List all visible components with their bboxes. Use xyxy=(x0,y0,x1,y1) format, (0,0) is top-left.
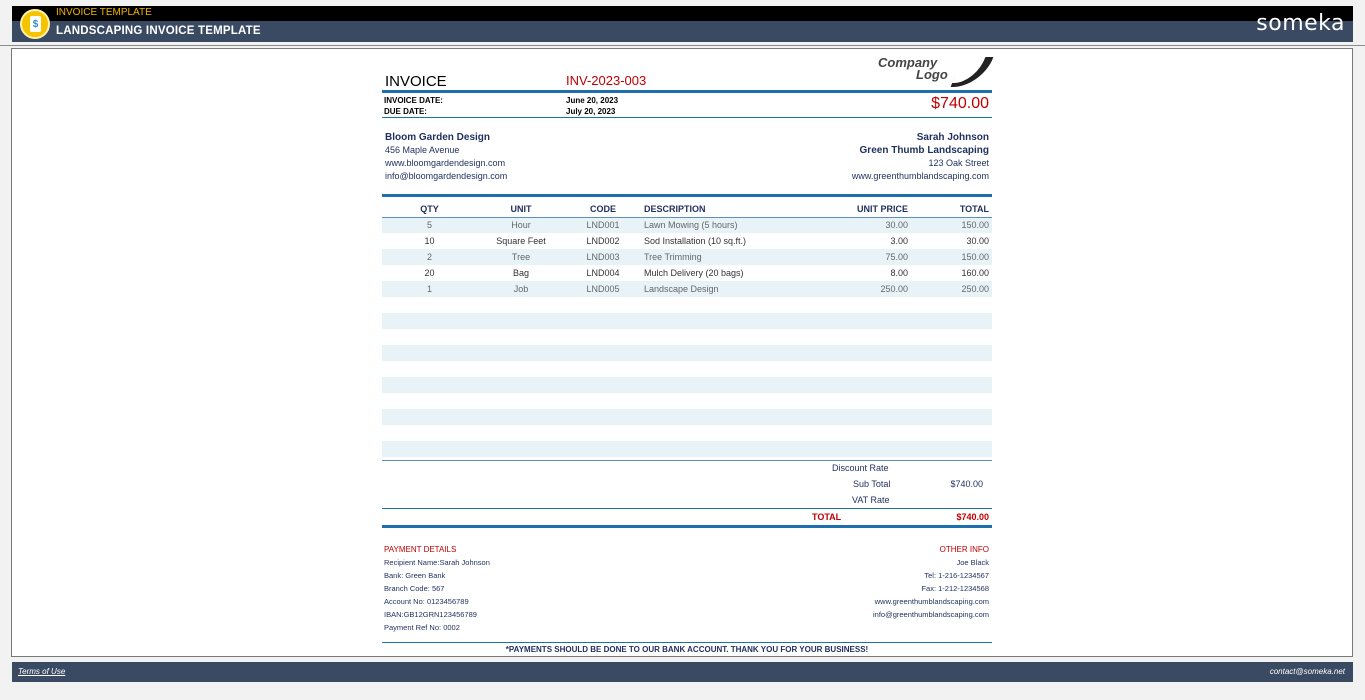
empty-row[interactable] xyxy=(382,361,992,377)
payment-line[interactable]: Account No: 0123456789 xyxy=(384,597,469,606)
other-line[interactable]: Tel: 1-216-1234567 xyxy=(924,571,989,580)
logo-text-company: Company xyxy=(878,55,938,70)
cell-total: 250.00 xyxy=(911,281,992,297)
template-subtitle: INVOICE TEMPLATE xyxy=(56,7,152,18)
total-value: $740.00 xyxy=(956,512,989,522)
cell-qty[interactable]: 2 xyxy=(382,249,477,265)
cell-unit-price[interactable]: 8.00 xyxy=(890,268,908,278)
empty-row[interactable] xyxy=(382,409,992,425)
cell-code[interactable]: LND005 xyxy=(565,281,641,297)
other-info-heading: OTHER INFO xyxy=(939,545,989,554)
empty-row[interactable] xyxy=(382,393,992,409)
other-line[interactable]: info@greenthumblandscaping.com xyxy=(872,610,989,619)
payment-line[interactable]: Bank: Green Bank xyxy=(384,571,446,580)
payment-details xyxy=(384,543,490,634)
template-title: LANDSCAPING INVOICE TEMPLATE xyxy=(56,25,261,37)
cell-qty[interactable]: 5 xyxy=(382,217,477,233)
vat-rate-label: VAT Rate xyxy=(852,495,890,505)
cell-qty[interactable]: 10 xyxy=(424,236,435,246)
invoice-title: INVOICE xyxy=(385,73,447,90)
recipient-company[interactable]: Green Thumb Landscaping xyxy=(859,145,989,156)
cell-code[interactable]: LND002 xyxy=(586,236,620,246)
invoice-date-label: INVOICE DATE: xyxy=(384,96,443,105)
col-unit: UNIT xyxy=(477,202,565,217)
recipient-name[interactable]: Sarah Johnson xyxy=(916,132,989,143)
subtotal-value: $740.00 xyxy=(950,479,983,489)
recipient-website[interactable]: www.greenthumblandscaping.com xyxy=(851,171,989,181)
col-unit-price: UNIT PRICE xyxy=(791,202,911,217)
table-bottom-divider xyxy=(382,460,992,461)
payment-details-heading: PAYMENT DETAILS xyxy=(384,545,457,554)
cell-total: 150.00 xyxy=(911,249,992,265)
footnote-divider xyxy=(382,642,992,643)
table-row[interactable] xyxy=(382,265,992,281)
sender-block xyxy=(385,131,507,183)
logo-text-logo: Logo xyxy=(916,67,948,82)
cell-unit-price[interactable]: 250.00 xyxy=(791,281,911,297)
cell-code[interactable]: LND001 xyxy=(565,217,641,233)
empty-row[interactable] xyxy=(382,377,992,393)
other-line[interactable]: Joe Black xyxy=(956,558,989,567)
cell-description[interactable]: Mulch Delivery (20 bags) xyxy=(644,268,744,278)
table-row[interactable] xyxy=(382,281,992,297)
logo-swoosh-icon xyxy=(951,57,994,87)
due-date-value[interactable]: July 20, 2023 xyxy=(566,107,616,116)
col-total: TOTAL xyxy=(911,202,992,217)
subtotal-label: Sub Total xyxy=(853,479,891,489)
invoice-dollar-icon: $ xyxy=(20,9,50,39)
cell-unit-price[interactable]: 75.00 xyxy=(791,249,911,265)
total-divider xyxy=(382,525,992,528)
invoice-sheet xyxy=(11,48,1353,657)
company-logo xyxy=(878,55,988,91)
table-row[interactable] xyxy=(382,249,992,265)
empty-row[interactable] xyxy=(382,345,992,361)
cell-unit[interactable]: Square Feet xyxy=(496,236,546,246)
empty-row[interactable] xyxy=(382,297,992,313)
sender-name[interactable]: Bloom Garden Design xyxy=(385,132,491,143)
invoice-date-value[interactable]: June 20, 2023 xyxy=(566,96,619,105)
discount-rate-label: Discount Rate xyxy=(832,463,889,473)
header-divider xyxy=(0,45,1365,46)
empty-row[interactable] xyxy=(382,441,992,457)
header-top-stripe xyxy=(12,6,1353,21)
table-row[interactable] xyxy=(382,233,992,249)
title-divider xyxy=(382,90,992,93)
cell-unit[interactable]: Job xyxy=(477,281,565,297)
cell-qty[interactable]: 1 xyxy=(382,281,477,297)
payment-line[interactable]: Payment Ref No: 0002 xyxy=(384,623,460,632)
sender-address[interactable]: 456 Maple Avenue xyxy=(385,145,460,155)
col-description: DESCRIPTION xyxy=(641,202,791,217)
cell-qty[interactable]: 20 xyxy=(424,268,435,278)
recipient-address[interactable]: 123 Oak Street xyxy=(928,158,989,168)
cell-total: 30.00 xyxy=(966,236,989,246)
meta-divider xyxy=(382,117,992,118)
cell-total: 150.00 xyxy=(911,217,992,233)
cell-unit-price[interactable]: 30.00 xyxy=(791,217,911,233)
payment-line[interactable]: IBAN:GB12GRN123456789 xyxy=(384,610,477,619)
line-items-table xyxy=(382,202,992,457)
contact-email[interactable]: contact@someka.net xyxy=(1269,667,1345,676)
col-code: CODE xyxy=(565,202,641,217)
payment-line[interactable]: Recipient Name:Sarah Johnson xyxy=(384,558,490,567)
other-line[interactable]: www.greenthumblandscaping.com xyxy=(874,597,989,606)
top-header-bar xyxy=(12,6,1353,42)
col-qty: QTY xyxy=(382,202,477,217)
payment-footnote: *PAYMENTS SHOULD BE DONE TO OUR BANK ACCOUNT. THANK YOU FOR YOUR BUSINESS! xyxy=(505,645,869,654)
table-header-row xyxy=(382,202,992,217)
cell-unit[interactable]: Tree xyxy=(477,249,565,265)
cell-code[interactable]: LND004 xyxy=(586,268,620,278)
cell-unit[interactable]: Bag xyxy=(512,268,529,278)
cell-total: 160.00 xyxy=(961,268,989,278)
someka-logo[interactable]: someka xyxy=(1256,11,1345,36)
cell-description[interactable]: Sod Installation (10 sq.ft.) xyxy=(644,236,747,246)
payment-line[interactable]: Branch Code: 567 xyxy=(384,584,445,593)
recipient-block xyxy=(852,131,989,183)
other-line[interactable]: Fax: 1-212-1234568 xyxy=(921,584,989,593)
sender-website[interactable]: www.bloomgardendesign.com xyxy=(385,158,506,168)
cell-code[interactable]: LND003 xyxy=(565,249,641,265)
cell-unit-price[interactable]: 3.00 xyxy=(890,236,908,246)
due-date-label: DUE DATE: xyxy=(384,107,427,116)
bottom-bar xyxy=(12,662,1353,682)
terms-of-use-link[interactable]: Terms of Use xyxy=(18,667,66,676)
invoice-number[interactable]: INV-2023-003 xyxy=(566,73,647,88)
cell-description[interactable]: Landscape Design xyxy=(641,281,791,297)
cell-unit[interactable]: Hour xyxy=(477,217,565,233)
amount-due: $740.00 xyxy=(931,95,989,112)
empty-row[interactable] xyxy=(382,425,992,441)
summary-divider xyxy=(382,508,992,509)
sender-email[interactable]: info@bloomgardendesign.com xyxy=(385,171,508,181)
total-label: TOTAL xyxy=(812,512,842,522)
other-info xyxy=(873,543,989,621)
table-top-divider xyxy=(382,194,992,197)
empty-row[interactable] xyxy=(382,313,992,329)
cell-description[interactable]: Lawn Mowing (5 hours) xyxy=(641,217,791,233)
cell-description[interactable]: Tree Trimming xyxy=(641,249,791,265)
table-row[interactable] xyxy=(382,217,992,233)
empty-row[interactable] xyxy=(382,329,992,345)
